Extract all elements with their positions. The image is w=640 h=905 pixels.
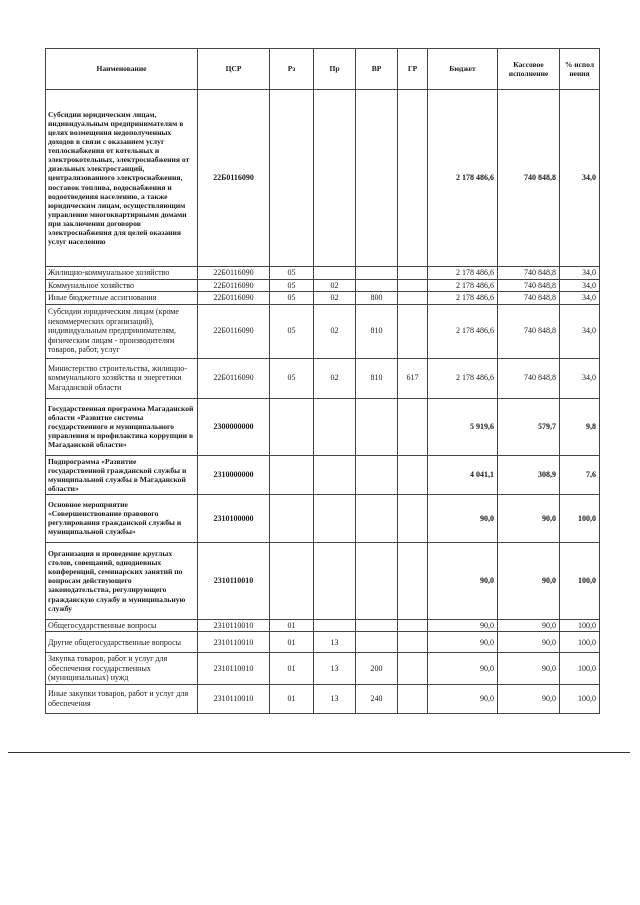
cell-rz: 05 (270, 267, 314, 280)
cell-gr (398, 304, 428, 358)
cell-gr (398, 292, 428, 305)
cell-csr: 22Б0116090 (198, 279, 270, 292)
table-row (46, 267, 600, 280)
cell-name: Организация и проведение круглых столов, совещаний, однодневных конференций, семинарских занятий по вопросам действующего законодательства, регулирующего гражданскую службу и муниципальную службу (46, 542, 198, 619)
cell-rz (270, 542, 314, 619)
cell-csr: 22Б0116090 (198, 304, 270, 358)
cell-name: Закупка товаров, работ и услуг для обеспечения государственных (муниципальных) нужд (46, 653, 198, 685)
cell-budget: 90,0 (428, 632, 498, 653)
table-row (46, 398, 600, 455)
cell-pct: 9,8 (560, 398, 600, 455)
cell-cash: 90,0 (498, 494, 560, 542)
cell-budget: 2 178 486,6 (428, 90, 498, 267)
cell-pct: 100,0 (560, 619, 600, 632)
cell-name: Основное мероприятие «Совершенствование правового регулирования гражданской службы и муниципальной службы» (46, 494, 198, 542)
cell-pr (314, 398, 356, 455)
cell-pr: 02 (314, 292, 356, 305)
cell-gr (398, 90, 428, 267)
cell-budget: 2 178 486,6 (428, 358, 498, 398)
cell-csr: 2310110010 (198, 684, 270, 713)
cell-budget: 5 919,6 (428, 398, 498, 455)
table-row (46, 684, 600, 713)
table-row (46, 542, 600, 619)
cell-gr (398, 398, 428, 455)
table-row (46, 358, 600, 398)
cell-vr: 810 (356, 358, 398, 398)
cell-cash: 90,0 (498, 684, 560, 713)
cell-rz (270, 398, 314, 455)
table-row (46, 90, 600, 267)
cell-csr: 2310110010 (198, 619, 270, 632)
table-row (46, 632, 600, 653)
cell-gr (398, 267, 428, 280)
header-gr: ГР (398, 49, 428, 90)
table-body (46, 90, 600, 714)
cell-pr (314, 619, 356, 632)
cell-name: Подпрограмма «Развитие государственной гражданской службы и муниципальной службы в Магаданской области» (46, 455, 198, 494)
cell-csr: 22Б0116090 (198, 90, 270, 267)
cell-name: Коммунальное хозяйство (46, 279, 198, 292)
cell-pct: 34,0 (560, 292, 600, 305)
cell-name: Иные бюджетные ассигнования (46, 292, 198, 305)
table-row (46, 619, 600, 632)
cell-cash: 308,9 (498, 455, 560, 494)
cell-gr (398, 632, 428, 653)
cell-pct: 34,0 (560, 358, 600, 398)
cell-gr (398, 494, 428, 542)
cell-csr: 2300000000 (198, 398, 270, 455)
cell-csr: 22Б0116090 (198, 292, 270, 305)
table-row (46, 292, 600, 305)
cell-vr (356, 632, 398, 653)
cell-name: Жилищно-коммунальное хозяйство (46, 267, 198, 280)
cell-gr (398, 279, 428, 292)
cell-vr (356, 542, 398, 619)
cell-gr: 617 (398, 358, 428, 398)
cell-budget: 2 178 486,6 (428, 279, 498, 292)
cell-rz (270, 90, 314, 267)
cell-name: Субсидии юридическим лицам (кроме некоммерческих организаций), индивидуальным предпринимателям, физическим лицам - производителям товаров, работ, услуг (46, 304, 198, 358)
cell-rz: 05 (270, 304, 314, 358)
header-rz: Рз (270, 49, 314, 90)
cell-vr: 240 (356, 684, 398, 713)
cell-pct: 100,0 (560, 494, 600, 542)
table-header-row (46, 49, 600, 90)
cell-rz (270, 455, 314, 494)
cell-pr: 02 (314, 304, 356, 358)
cell-gr (398, 619, 428, 632)
cell-vr (356, 398, 398, 455)
cell-vr (356, 267, 398, 280)
header-budget: Бюджет (428, 49, 498, 90)
cell-vr (356, 619, 398, 632)
cell-name: Министерство строительства, жилищно-коммунального хозяйства и энергетики Магаданской области (46, 358, 198, 398)
cell-pr (314, 90, 356, 267)
cell-name: Другие общегосударственные вопросы (46, 632, 198, 653)
cell-rz: 01 (270, 619, 314, 632)
cell-budget: 90,0 (428, 494, 498, 542)
cell-pr: 02 (314, 279, 356, 292)
cell-vr (356, 279, 398, 292)
cell-cash: 740 848,8 (498, 267, 560, 280)
cell-gr (398, 684, 428, 713)
budget-execution-table (45, 48, 600, 714)
table-row (46, 304, 600, 358)
cell-vr: 800 (356, 292, 398, 305)
cell-name: Иные закупки товаров, работ и услуг для обеспечения (46, 684, 198, 713)
cell-vr (356, 494, 398, 542)
cell-csr: 2310110010 (198, 653, 270, 685)
table-row (46, 279, 600, 292)
cell-pr (314, 494, 356, 542)
table-row (46, 494, 600, 542)
cell-pr (314, 542, 356, 619)
cell-csr: 2310000000 (198, 455, 270, 494)
header-vr: ВР (356, 49, 398, 90)
cell-pr: 13 (314, 684, 356, 713)
cell-budget: 90,0 (428, 684, 498, 713)
cell-name: Государственная программа Магаданской области «Развитие системы государственного и муниципального управления и профилактика коррупции в Магаданской области» (46, 398, 198, 455)
cell-budget: 90,0 (428, 542, 498, 619)
cell-vr: 200 (356, 653, 398, 685)
cell-pr (314, 455, 356, 494)
cell-cash: 740 848,8 (498, 358, 560, 398)
cell-pct: 34,0 (560, 90, 600, 267)
cell-cash: 740 848,8 (498, 90, 560, 267)
cell-cash: 90,0 (498, 653, 560, 685)
cell-csr: 22Б0116090 (198, 358, 270, 398)
cell-pr (314, 267, 356, 280)
table-row (46, 653, 600, 685)
cell-rz: 01 (270, 632, 314, 653)
cell-rz: 01 (270, 653, 314, 685)
cell-pr: 02 (314, 358, 356, 398)
cell-pct: 100,0 (560, 542, 600, 619)
cell-pct: 34,0 (560, 279, 600, 292)
cell-vr (356, 90, 398, 267)
cell-budget: 4 041,1 (428, 455, 498, 494)
cell-pct: 100,0 (560, 653, 600, 685)
cell-gr (398, 542, 428, 619)
cell-rz: 01 (270, 684, 314, 713)
cell-budget: 90,0 (428, 653, 498, 685)
cell-budget: 90,0 (428, 619, 498, 632)
cell-cash: 90,0 (498, 619, 560, 632)
cell-pct: 7,6 (560, 455, 600, 494)
cell-csr: 2310110010 (198, 632, 270, 653)
cell-csr: 22Б0116090 (198, 267, 270, 280)
cell-cash: 740 848,8 (498, 279, 560, 292)
cell-cash: 90,0 (498, 632, 560, 653)
header-pr: Пр (314, 49, 356, 90)
table-row (46, 455, 600, 494)
cell-rz: 05 (270, 292, 314, 305)
cell-pr: 13 (314, 653, 356, 685)
cell-pct: 100,0 (560, 632, 600, 653)
header-cash: Кассовое исполнение (498, 49, 560, 90)
cell-cash: 740 848,8 (498, 292, 560, 305)
cell-csr: 2310110010 (198, 542, 270, 619)
header-name: Наименование (46, 49, 198, 90)
cell-rz: 05 (270, 279, 314, 292)
cell-gr (398, 455, 428, 494)
cell-gr (398, 653, 428, 685)
page-bottom-rule (8, 752, 630, 753)
header-pct: % испол нения (560, 49, 600, 90)
cell-budget: 2 178 486,6 (428, 304, 498, 358)
cell-pct: 34,0 (560, 304, 600, 358)
cell-pct: 34,0 (560, 267, 600, 280)
cell-pr: 13 (314, 632, 356, 653)
cell-name: Общегосударственные вопросы (46, 619, 198, 632)
cell-rz: 05 (270, 358, 314, 398)
cell-vr: 810 (356, 304, 398, 358)
cell-cash: 579,7 (498, 398, 560, 455)
cell-rz (270, 494, 314, 542)
header-csr: ЦСР (198, 49, 270, 90)
cell-vr (356, 455, 398, 494)
cell-budget: 2 178 486,6 (428, 267, 498, 280)
cell-pct: 100,0 (560, 684, 600, 713)
cell-csr: 2310100000 (198, 494, 270, 542)
cell-cash: 740 848,8 (498, 304, 560, 358)
cell-cash: 90,0 (498, 542, 560, 619)
cell-budget: 2 178 486,6 (428, 292, 498, 305)
cell-name: Субсидии юридическим лицам, индивидуальным предпринимателям в целях возмещения недополученных доходов в связи с оказанием услуг теплоснабжения от котельных и электрокотельных, электроснабжения от дизельных электростанций, централизованного электроснабжения, поставок топлива, водоснабжения и водоотведения населению, а также юридическим лицам, осуществляющим управление многоквартирными домами при заключении договоров электроснабжения для целей оказания услуг населению (46, 90, 198, 267)
